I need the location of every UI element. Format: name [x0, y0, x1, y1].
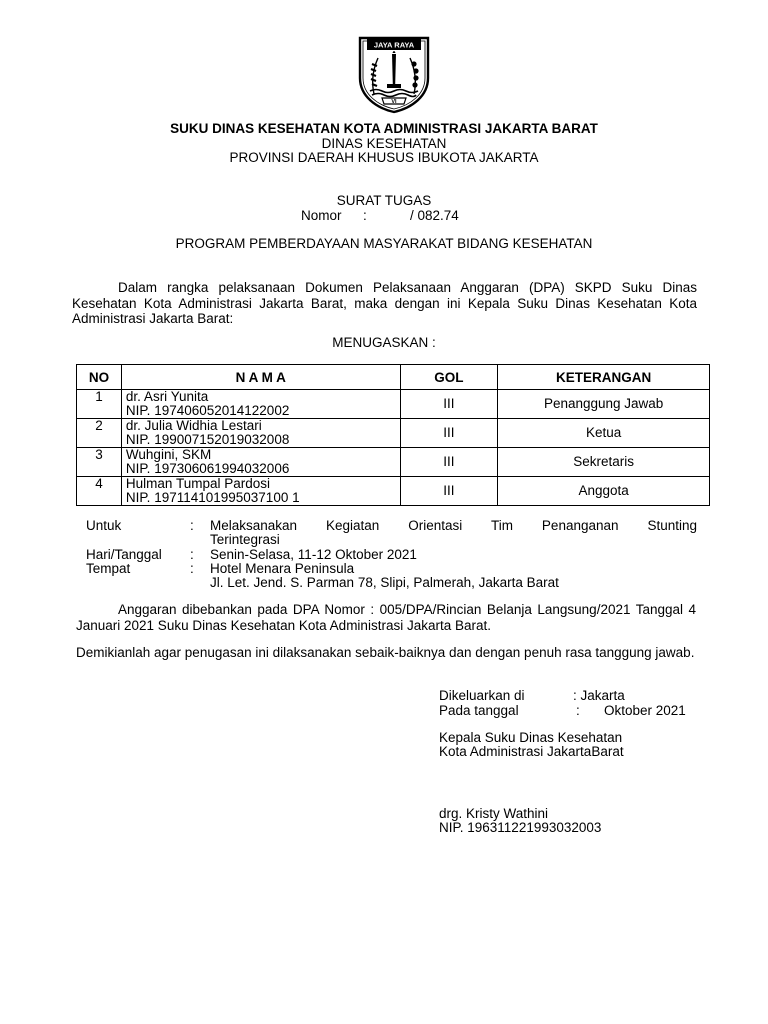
- tempat-value-line1: Hotel Menara Peninsula: [210, 561, 355, 576]
- program-title: PROGRAM PEMBERDAYAAN MASYARAKAT BIDANG KESEHATAN: [175, 236, 593, 251]
- member-nip: NIP. 197406052014122002: [125, 403, 290, 418]
- tempat-colon: :: [190, 561, 194, 576]
- issued-at-value: : Jakarta: [573, 688, 625, 703]
- signer-position-line2: Kota Administrasi JakartaBarat: [439, 744, 624, 759]
- row-number: 2: [77, 419, 122, 448]
- letter-number-colon: :: [363, 208, 367, 223]
- member-role: Sekretaris: [498, 448, 710, 477]
- signer-nip: NIP. 196311221993032003: [439, 820, 602, 835]
- letter-number-label: Nomor: [301, 208, 342, 223]
- table-row: [77, 390, 710, 419]
- member-gol: III: [400, 477, 498, 506]
- row-number: 3: [77, 448, 122, 477]
- table-row: [77, 448, 710, 477]
- jaya-raya-emblem-logo: [356, 34, 432, 114]
- member-nip: NIP. 199007152019032008: [125, 432, 290, 447]
- issued-at-label: Dikeluarkan di: [439, 688, 525, 703]
- tempat-label: Tempat: [86, 561, 131, 576]
- intro-paragraph: Dalam rangka pelaksanaan Dokumen Pelaksanaan Anggaran (DPA) SKPD Suku Dinas Kesehatan Kota Administrasi Jakarta Barat, maka dengan ini Kepala Suku Dinas Kesehatan Kota Administrasi Jakarta Barat:: [72, 280, 697, 326]
- assignment-table: [76, 364, 710, 506]
- hari-tanggal-label: Hari/Tanggal: [86, 547, 162, 562]
- member-gol: III: [400, 448, 498, 477]
- member-role: Ketua: [498, 419, 710, 448]
- member-name-cell: [121, 390, 400, 419]
- member-gol: III: [400, 419, 498, 448]
- logo-label-text: JAYA RAYA: [373, 40, 415, 50]
- header-nama: N A M A: [121, 365, 400, 390]
- untuk-value-line1: Melaksanakan Kegiatan Orientasi Tim Penanganan Stunting: [210, 518, 697, 533]
- anggaran-paragraph: Anggaran dibebankan pada DPA Nomor : 005/DPA/Rincian Belanja Langsung/2021 Tanggal 4 Januari 2021 Suku Dinas Kesehatan Kota Administrasi Jakarta Barat.: [76, 602, 696, 633]
- issued-date-label: Pada tanggal: [439, 703, 519, 718]
- member-name-cell: [121, 419, 400, 448]
- member-gol: III: [400, 390, 498, 419]
- header-keterangan: KETERANGAN: [498, 365, 710, 390]
- tempat-value-line2: Jl. Let. Jend. S. Parman 78, Slipi, Palmerah, Jakarta Barat: [210, 575, 559, 590]
- header-gol: GOL: [400, 365, 498, 390]
- table-row: [77, 477, 710, 506]
- issued-date-value: Oktober 2021: [604, 703, 686, 718]
- menugaskan-heading: MENUGASKAN :: [332, 335, 436, 350]
- closing-paragraph: Demikianlah agar penugasan ini dilaksanakan sebaik-baiknya dan dengan penuh rasa tanggung jawab.: [76, 645, 695, 660]
- logo-banner-text: VI: [391, 99, 397, 106]
- row-number: 1: [77, 390, 122, 419]
- member-nip: NIP. 197306061994032006: [125, 461, 290, 476]
- table-header-row: [77, 365, 710, 390]
- signer-position-line1: Kepala Suku Dinas Kesehatan: [439, 730, 623, 745]
- member-name-cell: [121, 477, 400, 506]
- department-name: DINAS KESEHATAN: [321, 136, 447, 151]
- issued-date-colon: :: [576, 703, 580, 718]
- member-name: Wuhgini, SKM: [125, 447, 212, 462]
- member-role: Penanggung Jawab: [498, 390, 710, 419]
- header-no: NO: [77, 365, 122, 390]
- member-nip: NIP. 197114101995037100 1: [125, 490, 300, 505]
- agency-name: SUKU DINAS KESEHATAN KOTA ADMINISTRASI JAKARTA BARAT: [170, 121, 598, 136]
- untuk-value-line2: Terintegrasi: [210, 532, 280, 547]
- letter-number-value: / 082.74: [410, 208, 459, 223]
- member-role: Anggota: [498, 477, 710, 506]
- signer-name: drg. Kristy Wathini: [439, 806, 549, 821]
- untuk-label: Untuk: [86, 518, 122, 533]
- untuk-colon: :: [190, 518, 194, 533]
- member-name: Hulman Tumpal Pardosi: [125, 476, 270, 491]
- table-row: [77, 419, 710, 448]
- letter-title: SURAT TUGAS: [336, 193, 432, 208]
- member-name-cell: [121, 448, 400, 477]
- hari-tanggal-value: Senin-Selasa, 11-12 Oktober 2021: [210, 547, 417, 562]
- member-name: dr. Julia Widhia Lestari: [125, 418, 262, 433]
- hari-tanggal-colon: :: [190, 547, 194, 562]
- member-name: dr. Asri Yunita: [125, 389, 209, 404]
- province-name: PROVINSI DAERAH KHUSUS IBUKOTA JAKARTA: [229, 150, 539, 165]
- row-number: 4: [77, 477, 122, 506]
